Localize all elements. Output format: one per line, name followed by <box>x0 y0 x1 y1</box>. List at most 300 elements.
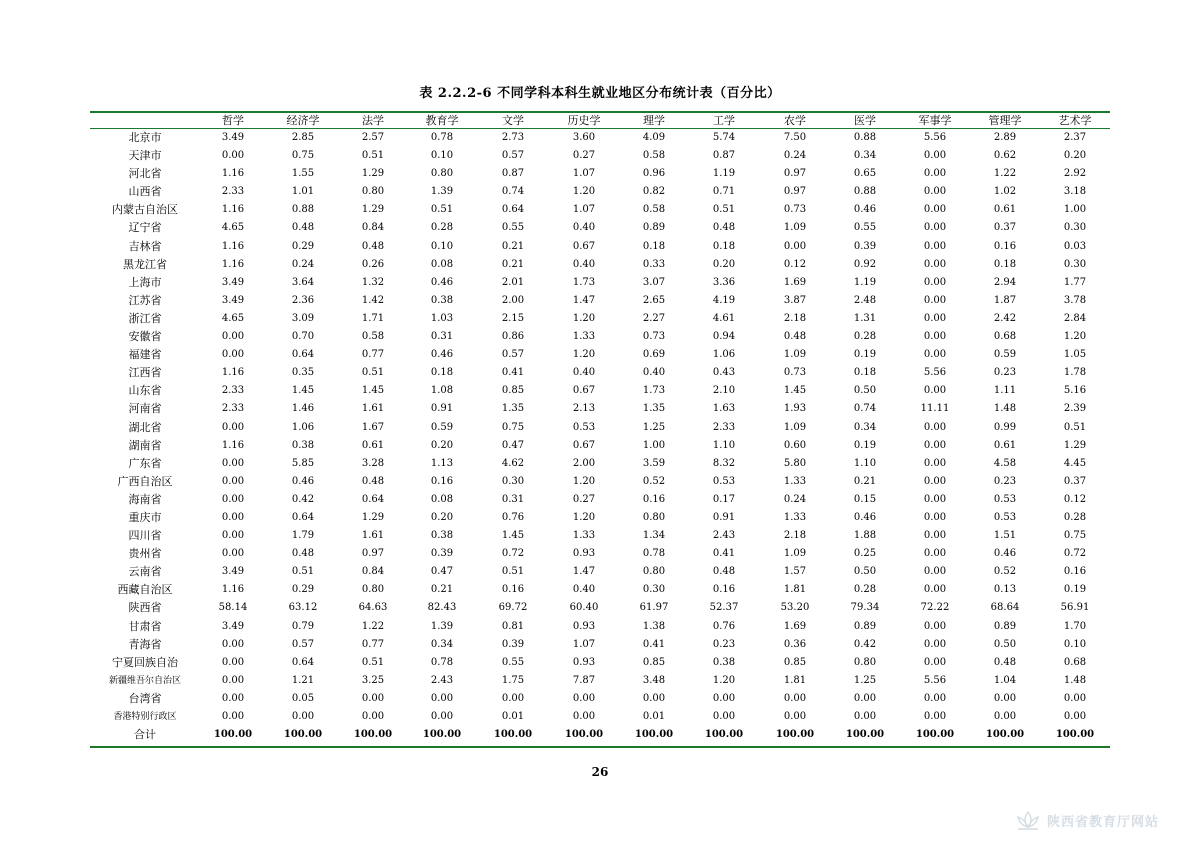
value-cell: 1.02 <box>993 186 1017 198</box>
value-cell: 0.16 <box>642 493 666 505</box>
value-cell: 2.73 <box>501 132 525 143</box>
value-cell: 2.65 <box>642 294 666 306</box>
value-cell: 2.42 <box>993 312 1017 324</box>
value-cell: 0.00 <box>993 711 1017 722</box>
value-cell: 0.80 <box>430 168 454 180</box>
value-cell: 100.00 <box>704 729 744 741</box>
value-cell: 0.48 <box>712 566 736 578</box>
value-cell: 0.64 <box>501 204 525 216</box>
value-cell: 0.00 <box>572 711 596 722</box>
value-cell: 1.16 <box>221 584 245 596</box>
value-cell: 0.00 <box>923 711 947 722</box>
region-cell: 上海市 <box>128 275 162 289</box>
value-cell: 0.85 <box>783 656 807 668</box>
region-cell: 江西省 <box>128 366 162 380</box>
value-cell: 4.19 <box>712 294 736 306</box>
value-cell: 100.00 <box>1055 729 1095 741</box>
value-cell: 0.77 <box>361 349 385 361</box>
value-cell: 0.30 <box>1063 258 1087 270</box>
table-row <box>90 219 1110 237</box>
value-cell: 0.08 <box>430 493 454 505</box>
value-cell: 3.09 <box>291 312 315 324</box>
value-cell: 0.01 <box>501 711 525 722</box>
value-cell: 2.01 <box>501 276 525 288</box>
value-cell: 68.64 <box>990 602 1020 614</box>
value-cell: 0.00 <box>430 692 454 704</box>
value-cell: 0.70 <box>291 331 315 343</box>
region-cell: 海南省 <box>128 492 162 506</box>
value-cell: 1.55 <box>291 168 315 180</box>
value-cell: 0.20 <box>430 511 454 523</box>
table-row <box>90 147 1110 165</box>
region-cell: 台湾省 <box>128 691 162 705</box>
value-cell: 1.75 <box>501 674 525 686</box>
table-row <box>90 437 1110 455</box>
value-cell: 56.91 <box>1060 602 1090 614</box>
value-cell: 100.00 <box>493 729 533 741</box>
value-cell: 0.78 <box>430 132 454 143</box>
value-cell: 0.00 <box>923 222 947 234</box>
value-cell: 0.18 <box>430 367 454 379</box>
value-cell: 0.51 <box>712 204 736 216</box>
region-cell: 青海省 <box>128 637 162 651</box>
value-cell: 2.10 <box>712 385 736 397</box>
value-cell: 4.09 <box>642 132 666 143</box>
value-cell: 0.48 <box>993 656 1017 668</box>
value-cell: 0.74 <box>501 186 525 198</box>
value-cell: 0.00 <box>712 692 736 704</box>
value-cell: 0.00 <box>712 711 736 722</box>
header-cell-subject: 历史学 <box>567 114 601 127</box>
value-cell: 0.00 <box>572 692 596 704</box>
table-row <box>90 256 1110 274</box>
table-row <box>90 346 1110 364</box>
value-cell: 0.60 <box>783 439 807 451</box>
value-cell: 1.25 <box>853 674 877 686</box>
value-cell: 0.00 <box>923 457 947 469</box>
value-cell: 1.19 <box>853 276 877 288</box>
value-cell: 0.00 <box>923 240 947 252</box>
value-cell: 100.00 <box>283 729 323 741</box>
value-cell: 1.71 <box>361 312 385 324</box>
value-cell: 0.28 <box>853 331 877 343</box>
value-cell: 0.10 <box>430 150 454 162</box>
value-cell: 0.78 <box>642 548 666 560</box>
header-cell-subject: 工学 <box>713 114 735 127</box>
value-cell: 2.00 <box>501 294 525 306</box>
value-cell: 0.59 <box>430 421 454 433</box>
region-cell: 湖北省 <box>128 420 162 434</box>
value-cell: 0.31 <box>430 331 454 343</box>
lotus-logo-icon <box>1015 809 1041 831</box>
value-cell: 63.12 <box>288 602 318 614</box>
value-cell: 60.40 <box>569 602 599 614</box>
value-cell: 0.39 <box>853 240 877 252</box>
value-cell: 1.20 <box>572 186 596 198</box>
value-cell: 0.23 <box>712 638 736 650</box>
region-cell: 内蒙古自治区 <box>112 203 178 217</box>
value-cell: 0.73 <box>783 204 807 216</box>
value-cell: 1.48 <box>1063 674 1087 686</box>
value-cell: 1.57 <box>783 566 807 578</box>
value-cell: 1.09 <box>783 349 807 361</box>
value-cell: 0.00 <box>221 457 245 469</box>
table-row <box>90 618 1110 636</box>
value-cell: 0.58 <box>361 331 385 343</box>
region-cell: 天津市 <box>128 149 162 163</box>
value-cell: 64.63 <box>358 602 388 614</box>
value-cell: 0.80 <box>853 656 877 668</box>
value-cell: 0.64 <box>291 349 315 361</box>
value-cell: 1.51 <box>993 530 1017 542</box>
value-cell: 0.38 <box>712 656 736 668</box>
value-cell: 7.50 <box>783 132 807 143</box>
value-cell: 0.19 <box>1063 584 1087 596</box>
value-cell: 0.40 <box>572 222 596 234</box>
value-cell: 0.00 <box>923 276 947 288</box>
value-cell: 0.18 <box>712 240 736 252</box>
value-cell: 0.34 <box>853 421 877 433</box>
value-cell: 0.00 <box>923 439 947 451</box>
value-cell: 0.91 <box>430 403 454 415</box>
value-cell: 1.81 <box>783 584 807 596</box>
value-cell: 0.47 <box>501 439 525 451</box>
value-cell: 2.33 <box>221 385 245 397</box>
value-cell: 0.46 <box>430 349 454 361</box>
table-row <box>90 310 1110 328</box>
value-cell: 3.64 <box>291 276 315 288</box>
value-cell: 0.42 <box>291 493 315 505</box>
value-cell: 0.34 <box>430 638 454 650</box>
value-cell: 0.97 <box>783 186 807 198</box>
value-cell: 0.72 <box>1063 548 1087 560</box>
value-cell: 2.27 <box>642 312 666 324</box>
value-cell: 0.80 <box>642 511 666 523</box>
value-cell: 0.61 <box>993 439 1017 451</box>
value-cell: 3.36 <box>712 276 736 288</box>
value-cell: 0.28 <box>1063 511 1087 523</box>
value-cell: 0.00 <box>923 349 947 361</box>
value-cell: 4.61 <box>712 312 736 324</box>
region-cell: 辽宁省 <box>128 221 162 235</box>
value-cell: 3.49 <box>221 620 245 632</box>
value-cell: 1.33 <box>783 511 807 523</box>
value-cell: 5.16 <box>1063 385 1087 397</box>
region-cell: 重庆市 <box>128 510 162 524</box>
table-row <box>90 491 1110 509</box>
value-cell: 0.68 <box>993 331 1017 343</box>
value-cell: 0.57 <box>501 349 525 361</box>
table-row <box>90 455 1110 473</box>
value-cell: 0.80 <box>642 566 666 578</box>
value-cell: 2.33 <box>712 421 736 433</box>
value-cell: 1.33 <box>572 331 596 343</box>
value-cell: 0.41 <box>642 638 666 650</box>
value-cell: 0.00 <box>923 620 947 632</box>
header-cell-subject: 经济学 <box>286 114 320 127</box>
value-cell: 100.00 <box>985 729 1025 741</box>
value-cell: 0.48 <box>291 222 315 234</box>
value-cell: 0.12 <box>1063 493 1087 505</box>
value-cell: 1.03 <box>430 312 454 324</box>
value-cell: 0.89 <box>642 222 666 234</box>
value-cell: 0.96 <box>642 168 666 180</box>
value-cell: 0.00 <box>923 312 947 324</box>
table-row <box>90 183 1110 201</box>
table-row <box>90 201 1110 219</box>
value-cell: 3.49 <box>221 566 245 578</box>
table-row <box>90 690 1110 708</box>
value-cell: 1.00 <box>1063 204 1087 216</box>
value-cell: 1.08 <box>430 385 454 397</box>
region-cell: 北京市 <box>128 131 162 144</box>
value-cell: 0.19 <box>853 349 877 361</box>
value-cell: 1.20 <box>1063 331 1087 343</box>
value-cell: 2.84 <box>1063 312 1087 324</box>
value-cell: 1.20 <box>572 511 596 523</box>
value-cell: 0.81 <box>501 620 525 632</box>
value-cell: 11.11 <box>920 403 950 415</box>
value-cell: 3.87 <box>783 294 807 306</box>
value-cell: 0.00 <box>430 711 454 722</box>
value-cell: 1.19 <box>712 168 736 180</box>
value-cell: 0.00 <box>923 638 947 650</box>
value-cell: 1.73 <box>642 385 666 397</box>
value-cell: 53.20 <box>780 602 810 614</box>
value-cell: 1.45 <box>361 385 385 397</box>
value-cell: 0.00 <box>221 674 245 686</box>
value-cell: 0.40 <box>572 258 596 270</box>
value-cell: 3.49 <box>221 132 245 143</box>
table-row <box>90 274 1110 292</box>
value-cell: 2.00 <box>572 457 596 469</box>
value-cell: 1.06 <box>712 349 736 361</box>
value-cell: 79.34 <box>850 602 880 614</box>
region-cell: 浙江省 <box>128 311 162 325</box>
value-cell: 0.58 <box>642 150 666 162</box>
value-cell: 1.61 <box>361 530 385 542</box>
value-cell: 0.50 <box>993 638 1017 650</box>
value-cell: 0.78 <box>430 656 454 668</box>
value-cell: 58.14 <box>218 602 248 614</box>
value-cell: 0.00 <box>361 692 385 704</box>
value-cell: 0.75 <box>501 421 525 433</box>
value-cell: 5.56 <box>923 367 947 379</box>
value-cell: 100.00 <box>213 729 253 741</box>
value-cell: 0.00 <box>853 711 877 722</box>
value-cell: 0.00 <box>853 692 877 704</box>
value-cell: 1.42 <box>361 294 385 306</box>
value-cell: 0.00 <box>221 548 245 560</box>
value-cell: 0.55 <box>853 222 877 234</box>
value-cell: 0.50 <box>853 566 877 578</box>
value-cell: 0.00 <box>221 692 245 704</box>
value-cell: 1.00 <box>642 439 666 451</box>
value-cell: 0.92 <box>853 258 877 270</box>
value-cell: 2.39 <box>1063 403 1087 415</box>
value-cell: 0.61 <box>993 204 1017 216</box>
value-cell: 0.53 <box>712 475 736 487</box>
region-cell: 云南省 <box>128 565 162 579</box>
value-cell: 100.00 <box>353 729 393 741</box>
value-cell: 1.34 <box>642 530 666 542</box>
value-cell: 1.29 <box>361 511 385 523</box>
header-cell-subject: 农学 <box>784 114 806 127</box>
value-cell: 0.00 <box>642 692 666 704</box>
value-cell: 0.67 <box>572 240 596 252</box>
value-cell: 1.16 <box>221 168 245 180</box>
value-cell: 0.16 <box>430 475 454 487</box>
value-cell: 1.10 <box>853 457 877 469</box>
table-row <box>90 708 1110 726</box>
value-cell: 100.00 <box>915 729 955 741</box>
value-cell: 0.17 <box>712 493 736 505</box>
value-cell: 0.46 <box>993 548 1017 560</box>
value-cell: 0.10 <box>430 240 454 252</box>
value-cell: 0.00 <box>923 584 947 596</box>
value-cell: 1.16 <box>221 367 245 379</box>
value-cell: 1.05 <box>1063 349 1087 361</box>
value-cell: 0.73 <box>783 367 807 379</box>
value-cell: 0.40 <box>572 584 596 596</box>
value-cell: 0.51 <box>361 367 385 379</box>
value-cell: 0.75 <box>1063 530 1087 542</box>
value-cell: 5.80 <box>783 457 807 469</box>
header-cell-subject: 文学 <box>502 114 524 127</box>
value-cell: 0.16 <box>712 584 736 596</box>
value-cell: 0.00 <box>923 493 947 505</box>
value-cell: 0.27 <box>572 150 596 162</box>
value-cell: 72.22 <box>920 602 950 614</box>
table-row <box>90 654 1110 672</box>
region-cell: 合计 <box>134 728 156 742</box>
value-cell: 3.25 <box>361 674 385 686</box>
value-cell: 1.22 <box>993 168 1017 180</box>
value-cell: 0.00 <box>221 656 245 668</box>
value-cell: 4.62 <box>501 457 525 469</box>
value-cell: 0.37 <box>1063 475 1087 487</box>
value-cell: 0.30 <box>1063 222 1087 234</box>
value-cell: 0.34 <box>853 150 877 162</box>
table-row <box>90 419 1110 437</box>
value-cell: 0.55 <box>501 656 525 668</box>
value-cell: 1.04 <box>993 674 1017 686</box>
value-cell: 0.20 <box>712 258 736 270</box>
value-cell: 0.38 <box>430 294 454 306</box>
value-cell: 52.37 <box>709 602 739 614</box>
value-cell: 4.65 <box>221 312 245 324</box>
value-cell: 2.15 <box>501 312 525 324</box>
value-cell: 1.33 <box>783 475 807 487</box>
value-cell: 0.48 <box>361 475 385 487</box>
value-cell: 0.46 <box>430 276 454 288</box>
header-cell-subject: 管理学 <box>988 114 1022 127</box>
value-cell: 0.93 <box>572 620 596 632</box>
value-cell: 0.00 <box>923 548 947 560</box>
table-row <box>90 527 1110 545</box>
value-cell: 100.00 <box>775 729 815 741</box>
value-cell: 1.10 <box>712 439 736 451</box>
value-cell: 1.29 <box>361 168 385 180</box>
value-cell: 0.39 <box>430 548 454 560</box>
region-cell: 宁夏回族自治 <box>112 655 178 669</box>
value-cell: 3.59 <box>642 457 666 469</box>
value-cell: 0.67 <box>572 385 596 397</box>
value-cell: 0.29 <box>291 584 315 596</box>
value-cell: 0.00 <box>923 204 947 216</box>
value-cell: 0.48 <box>783 331 807 343</box>
table-header-row <box>90 113 1110 129</box>
value-cell: 0.46 <box>291 475 315 487</box>
value-cell: 0.48 <box>291 548 315 560</box>
value-cell: 0.91 <box>712 511 736 523</box>
value-cell: 0.42 <box>853 638 877 650</box>
value-cell: 0.64 <box>291 511 315 523</box>
value-cell: 1.47 <box>572 566 596 578</box>
value-cell: 0.68 <box>1063 656 1087 668</box>
value-cell: 2.43 <box>712 530 736 542</box>
region-cell: 西藏自治区 <box>117 583 173 597</box>
value-cell: 5.74 <box>712 132 736 143</box>
value-cell: 1.87 <box>993 294 1017 306</box>
value-cell: 2.43 <box>430 674 454 686</box>
value-cell: 0.53 <box>993 511 1017 523</box>
value-cell: 0.55 <box>501 222 525 234</box>
value-cell: 0.00 <box>221 511 245 523</box>
region-cell: 新疆维吾尔自治区 <box>108 675 181 686</box>
value-cell: 1.69 <box>783 276 807 288</box>
value-cell: 0.23 <box>993 367 1017 379</box>
value-cell: 0.38 <box>430 530 454 542</box>
table-row <box>90 563 1110 581</box>
value-cell: 0.20 <box>430 439 454 451</box>
value-cell: 1.32 <box>361 276 385 288</box>
value-cell: 3.07 <box>642 276 666 288</box>
value-cell: 0.00 <box>923 511 947 523</box>
value-cell: 1.20 <box>572 475 596 487</box>
value-cell: 1.21 <box>291 674 315 686</box>
value-cell: 0.97 <box>361 548 385 560</box>
header-cell-subject: 教育学 <box>425 114 459 127</box>
table-row <box>90 581 1110 599</box>
value-cell: 2.13 <box>572 403 596 415</box>
value-cell: 0.88 <box>291 204 315 216</box>
value-cell: 0.86 <box>501 331 525 343</box>
value-cell: 0.69 <box>642 349 666 361</box>
value-cell: 0.00 <box>783 240 807 252</box>
value-cell: 0.48 <box>361 240 385 252</box>
value-cell: 1.16 <box>221 204 245 216</box>
employment-distribution-table <box>90 113 1110 744</box>
value-cell: 0.85 <box>501 385 525 397</box>
value-cell: 0.51 <box>361 150 385 162</box>
value-cell: 0.00 <box>361 711 385 722</box>
value-cell: 1.63 <box>712 403 736 415</box>
value-cell: 0.28 <box>853 584 877 596</box>
value-cell: 0.40 <box>572 367 596 379</box>
value-cell: 2.85 <box>291 132 315 143</box>
value-cell: 2.94 <box>993 276 1017 288</box>
value-cell: 3.28 <box>361 457 385 469</box>
value-cell: 3.18 <box>1063 186 1087 198</box>
value-cell: 2.18 <box>783 312 807 324</box>
value-cell: 100.00 <box>845 729 885 741</box>
value-cell: 1.35 <box>642 403 666 415</box>
value-cell: 0.15 <box>853 493 877 505</box>
value-cell: 100.00 <box>422 729 462 741</box>
value-cell: 0.27 <box>572 493 596 505</box>
value-cell: 1.47 <box>572 294 596 306</box>
